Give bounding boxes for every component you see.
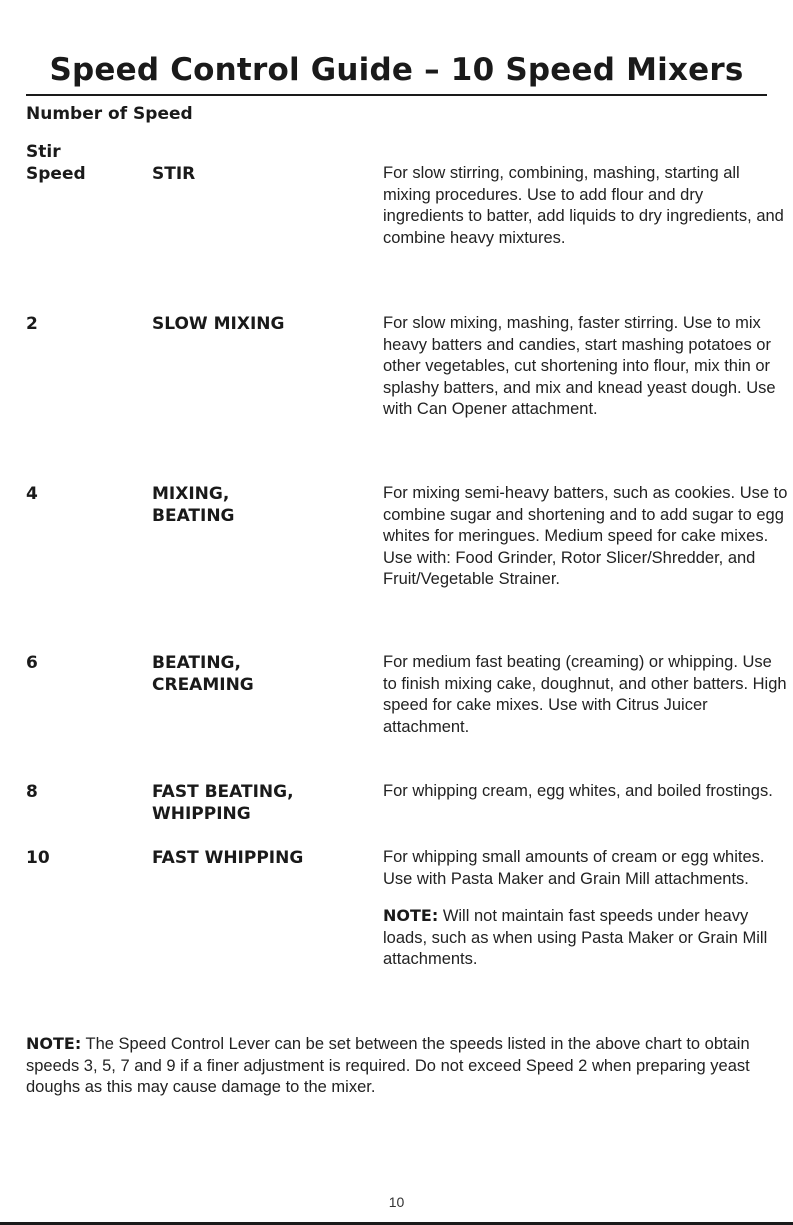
note-label: NOTE: [383, 906, 439, 925]
speed-number: 6 [26, 653, 38, 673]
speed-number [26, 141, 146, 185]
speed-name-line1: BEATING, [152, 653, 241, 673]
speed-description: For medium fast beating (creaming) or whipping. Use to finish mixing cake, doughnut, and other batters. High speed for cake mixes. Use with Citrus Juicer attachment. [383, 653, 787, 736]
speed-description: For slow stirring, combining, mashing, starting all mixing procedures. Use to add flour and dry ingredients to batter, add liquids to dry ingredients, and combine heavy mixtures. [383, 164, 784, 247]
speed-name: STIR [152, 164, 196, 184]
note-text: Will not maintain fast speeds under heavy loads, such as when using Pasta Maker or Grain Mill attachments. [383, 907, 768, 968]
column-heading: Number of Speed [26, 104, 193, 124]
speed-name: SLOW MIXING [152, 314, 285, 334]
speed-name-line2: CREAMING [152, 675, 254, 695]
speed-description-text: For whipping small amounts of cream or egg whites. Use with Pasta Maker and Grain Mill attachments. [383, 848, 765, 888]
speed-number: 2 [26, 314, 38, 334]
footer-note [26, 1033, 771, 1099]
speed-label-line2: Speed [26, 164, 86, 184]
speed-number: 4 [26, 484, 38, 504]
speed-description: For whipping cream, egg whites, and boiled frostings. [383, 782, 773, 800]
speed-name-line2: BEATING [152, 506, 235, 526]
speed-description [383, 847, 788, 971]
speed-name [152, 483, 377, 527]
speed-name-line1: MIXING, [152, 484, 230, 504]
speed-number: 10 [26, 848, 50, 868]
speed-name-line2: WHIPPING [152, 804, 251, 824]
footer-note-text: The Speed Control Lever can be set between the speeds listed in the above chart to obtain speeds 3, 5, 7 and 9 if a finer adjustment is required. Do not exceed Speed 2 when preparing yeast doughs as this may cause damage to the mixer. [26, 1035, 750, 1096]
speed-number: 8 [26, 782, 38, 802]
speed-label-line1: Stir [26, 142, 61, 162]
title-divider [26, 94, 767, 96]
page-title: Speed Control Guide – 10 Speed Mixers [49, 52, 744, 88]
speed-name-line1: FAST BEATING, [152, 782, 294, 802]
speed-name [152, 781, 377, 825]
speed-10-note [383, 905, 788, 971]
speed-name [152, 652, 377, 696]
page-number: 10 [388, 1194, 405, 1210]
speed-name: FAST WHIPPING [152, 848, 304, 868]
footer-note-label: NOTE: [26, 1034, 82, 1053]
speed-description: For slow mixing, mashing, faster stirring. Use to mix heavy batters and candies, start mashing potatoes or other vegetables, cut shortening into flour, mix thin or splashy batters, and mix and knead yeast dough. Use with Can Opener attachment. [383, 314, 776, 418]
speed-description: For mixing semi-heavy batters, such as cookies. Use to combine sugar and shortening and to add sugar to egg whites for meringues. Medium speed for cake mixes. Use with: Food Grinder, Rotor Slicer/Shredder, and Fruit/Vegetable Strainer. [383, 484, 788, 588]
